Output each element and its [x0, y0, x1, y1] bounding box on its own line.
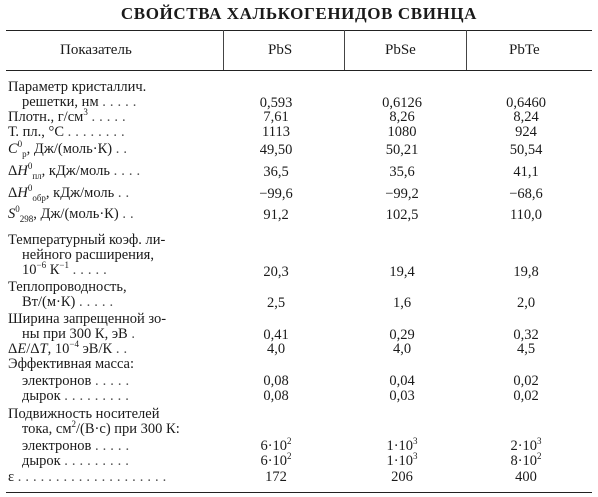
cell: 91,2	[263, 207, 289, 223]
row-label: Подвижность носителей	[8, 406, 160, 422]
cell: 4,5	[516, 341, 536, 357]
cell: 2,5	[266, 295, 286, 311]
row-label: Вт/(м·К) .....	[22, 294, 118, 310]
row-label: Параметр кристаллич.	[8, 79, 147, 95]
cell: 0,08	[263, 388, 289, 404]
header-pbs: PbS	[268, 42, 293, 58]
cell: 8,24	[513, 109, 539, 125]
header-pbte: PbTe	[509, 42, 540, 58]
row-label: Плотн., $г/см^3$ .....	[8, 107, 130, 125]
cell: 0,02	[513, 388, 539, 404]
column-divider	[466, 30, 467, 70]
row-label: электронов .....	[22, 438, 134, 454]
bottom-rule	[6, 492, 592, 493]
cell: 206	[391, 469, 413, 485]
cell: 0,6126	[382, 95, 422, 111]
cell: 2,0	[516, 295, 536, 311]
cell: −99,2	[385, 186, 419, 202]
row-label: $\Delta H^0_{пл}$, кДж/моль ....	[8, 161, 145, 181]
cell: 0,593	[259, 95, 293, 111]
row-label: Температурный коэф. ли-	[8, 232, 166, 248]
row-label: решетки, нм .....	[22, 94, 141, 110]
table-title: СВОЙСТВА ХАЛЬКОГЕНИДОВ СВИНЦА	[120, 4, 478, 23]
cell: 0,32	[513, 327, 539, 343]
cell: 20,3	[263, 264, 289, 280]
cell: 41,1	[513, 164, 539, 180]
row-label: ε ....................	[8, 469, 171, 485]
cell: $8\cdot 10^2$	[510, 451, 542, 469]
cell: 0,08	[263, 373, 289, 389]
cell: 49,50	[259, 142, 293, 158]
row-label: $10^{-6}$ $К^{-1}$ .....	[22, 260, 111, 278]
cell: 0,04	[389, 373, 415, 389]
row-label: нейного расширения,	[22, 247, 154, 263]
cell: 50,21	[385, 142, 419, 158]
row-label: дырок .........	[22, 453, 133, 469]
cell: 0,41	[263, 327, 289, 343]
column-divider	[223, 30, 224, 70]
cell: −99,6	[259, 186, 293, 202]
header-rule	[6, 70, 592, 71]
cell: 19,4	[389, 264, 415, 280]
cell: 1080	[387, 124, 417, 140]
row-label: $\Delta H^0_{обр}$, кДж/моль ..	[8, 183, 134, 203]
cell: 172	[265, 469, 287, 485]
header-pbse: PbSe	[385, 42, 416, 58]
row-label: $C^0_p$, Дж/(моль·К) ..	[8, 139, 131, 159]
cell: 50,54	[509, 142, 543, 158]
cell: 19,8	[513, 264, 539, 280]
row-label: Т. пл., °С ........	[8, 124, 129, 140]
row-label: тока, $см^2/(В\cdot с)$ при 300 К:	[22, 419, 180, 437]
cell: 4,0	[266, 341, 286, 357]
cell: 4,0	[392, 341, 412, 357]
cell: $1\cdot 10^3$	[386, 436, 418, 454]
cell: 110,0	[509, 207, 543, 223]
cell: $2\cdot 10^3$	[510, 436, 542, 454]
cell: 35,6	[389, 164, 415, 180]
cell: 0,02	[513, 373, 539, 389]
cell: $1\cdot 10^3$	[386, 451, 418, 469]
cell: 400	[515, 469, 537, 485]
column-divider	[344, 30, 345, 70]
row-label: ны при 300 К, эВ .	[22, 326, 139, 342]
header-indicator: Показатель	[60, 42, 132, 58]
cell: 0,6460	[506, 95, 546, 111]
row-label: дырок .........	[22, 388, 133, 404]
row-label: Ширина запрещенной зо-	[8, 311, 167, 327]
row-label: Теплопроводность,	[8, 279, 127, 295]
cell: 1113	[262, 124, 290, 140]
row-label: $S^0_{298}$, Дж/(моль·К) ..	[8, 204, 138, 224]
cell: 7,61	[263, 109, 289, 125]
cell: 36,5	[263, 164, 289, 180]
cell: −68,6	[509, 186, 543, 202]
row-label: ΔE/ΔT, $10^{-4}$ эВ/К ..	[8, 339, 132, 357]
cell: 102,5	[385, 207, 419, 223]
cell: $6\cdot 10^2$	[260, 436, 292, 454]
row-label: Эффективная масса:	[8, 356, 135, 372]
cell: 0,29	[389, 327, 415, 343]
cell: 1,6	[392, 295, 412, 311]
row-label: электронов .....	[22, 373, 134, 389]
top-rule	[6, 30, 592, 31]
cell: 924	[515, 124, 537, 140]
cell: 8,26	[389, 109, 415, 125]
cell: $6\cdot 10^2$	[260, 451, 292, 469]
cell: 0,03	[389, 388, 415, 404]
